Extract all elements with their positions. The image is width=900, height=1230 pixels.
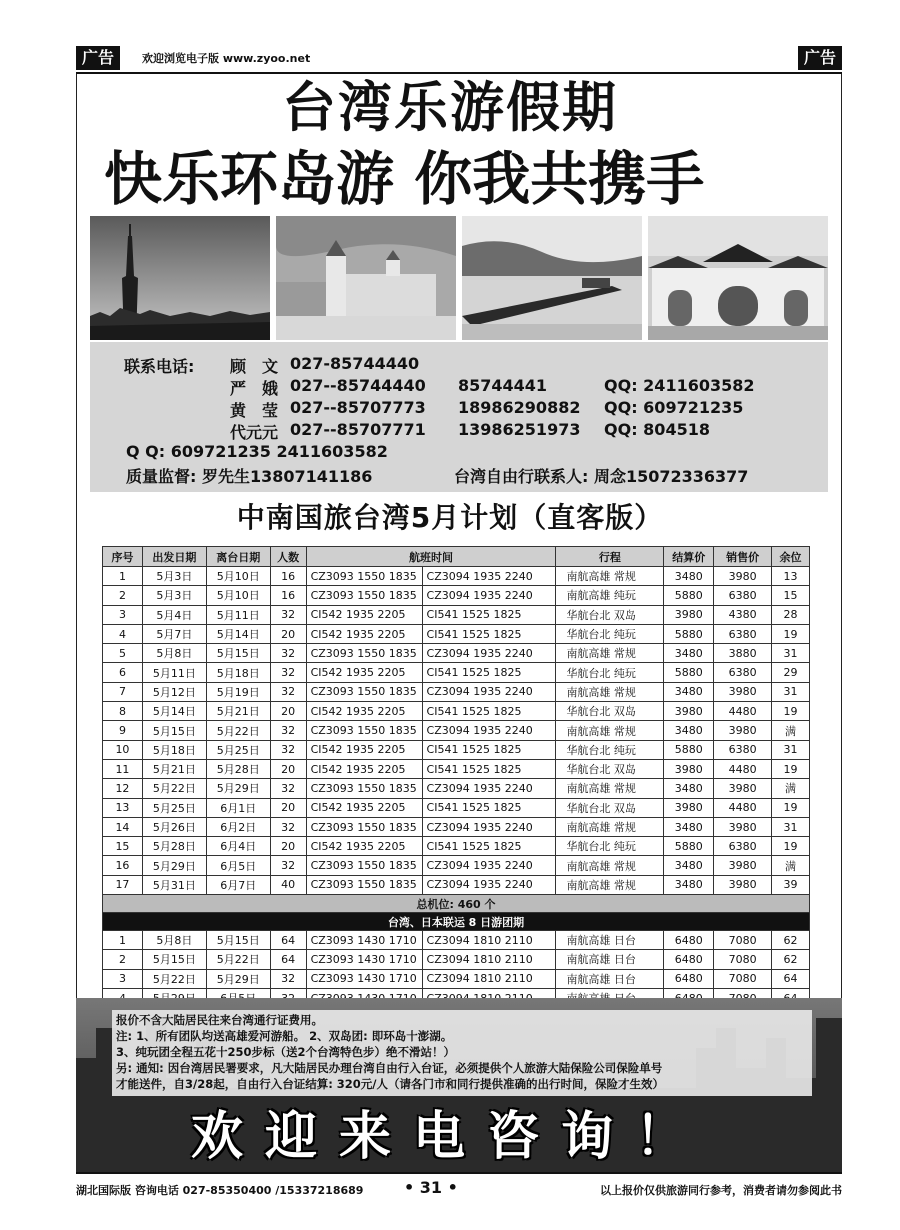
main-title: 台湾乐游假期	[282, 75, 618, 139]
table-cell: 5880	[664, 586, 714, 605]
table-cell: 29	[772, 663, 810, 682]
table-cell: 5880	[664, 624, 714, 643]
table-cell: 5月19日	[206, 682, 270, 701]
table-cell: 华航台北 纯玩	[556, 740, 664, 759]
total-seats-row	[103, 895, 810, 913]
contact-label: 联系电话:	[124, 357, 195, 376]
table-cell: 16	[270, 586, 306, 605]
table-cell: 7080	[714, 950, 772, 969]
col-header: 人数	[270, 547, 306, 567]
table-cell: 19	[772, 624, 810, 643]
table-cell: 3980	[714, 856, 772, 875]
table-cell: 华航台北 双岛	[556, 759, 664, 778]
table-cell: 2	[103, 586, 143, 605]
table-row	[103, 931, 810, 950]
table-row	[103, 969, 810, 988]
table-row	[103, 624, 810, 643]
table-cell: 南航高雄 常规	[556, 817, 664, 836]
table-cell: 5月28日	[206, 759, 270, 778]
table-cell: 5月26日	[142, 817, 206, 836]
contact-extra: 85744441	[458, 376, 548, 395]
photo-taipei-101	[90, 216, 270, 340]
table-cell: 5月18日	[142, 740, 206, 759]
table-cell: CZ3094 1810 2110	[422, 931, 556, 950]
table-cell: 6380	[714, 740, 772, 759]
ad-tag-right: 广告	[798, 46, 842, 70]
contact-tel: 027--85744440	[290, 376, 426, 395]
table-cell: 1	[103, 931, 143, 950]
table-cell: CZ3094 1810 2110	[422, 969, 556, 988]
col-header: 出发日期	[142, 547, 206, 567]
table-cell: 5月8日	[142, 644, 206, 663]
table-cell: 南航高雄 日台	[556, 950, 664, 969]
table-cell: 64	[270, 931, 306, 950]
footer-right: 以上报价仅供旅游同行参考，消费者请勿参阅此书	[600, 1184, 842, 1197]
table-cell: CZ3094 1935 2240	[422, 721, 556, 740]
table-cell: 62	[772, 931, 810, 950]
table-cell: 2	[103, 950, 143, 969]
table-cell: 3980	[664, 605, 714, 624]
table-cell: 19	[772, 798, 810, 817]
table-cell: 10	[103, 740, 143, 759]
table-cell: CI542 1935 2205	[306, 798, 422, 817]
table-cell: 5月22日	[142, 779, 206, 798]
table-cell: 5月21日	[142, 759, 206, 778]
note-line: 报价不含大陆居民往来台湾通行证费用。	[116, 1013, 323, 1027]
table-row	[103, 779, 810, 798]
table-cell: 3480	[664, 875, 714, 894]
table-cell: 6380	[714, 837, 772, 856]
table-cell: CZ3093 1550 1835	[306, 644, 422, 663]
contact-qq: QQ: 609721235	[604, 398, 744, 417]
table-cell: CZ3094 1935 2240	[422, 779, 556, 798]
table-cell: CZ3094 1935 2240	[422, 856, 556, 875]
table-cell: 5月25日	[206, 740, 270, 759]
table-cell: CZ3094 1935 2240	[422, 682, 556, 701]
table-cell: 7080	[714, 969, 772, 988]
table-cell: 3880	[714, 644, 772, 663]
table-cell: 5月3日	[142, 586, 206, 605]
table-cell: 5月12日	[142, 682, 206, 701]
col-header: 行程	[556, 547, 664, 567]
page-number: • 31 •	[404, 1178, 458, 1197]
col-header: 序号	[103, 547, 143, 567]
table-cell: 华航台北 双岛	[556, 798, 664, 817]
table-cell: 5月3日	[142, 567, 206, 586]
table-row	[103, 644, 810, 663]
table-cell: CZ3094 1810 2110	[422, 950, 556, 969]
table-cell: 4480	[714, 798, 772, 817]
table-cell: 3980	[664, 798, 714, 817]
table-cell: 4480	[714, 702, 772, 721]
schedule-table	[102, 546, 810, 1008]
table-cell: 华航台北 纯玩	[556, 663, 664, 682]
table-cell: CZ3094 1935 2240	[422, 875, 556, 894]
table-cell: 南航高雄 常规	[556, 682, 664, 701]
table-row	[103, 702, 810, 721]
contact-extra: 18986290882	[458, 398, 581, 417]
table-cell: 32	[270, 740, 306, 759]
table-row	[103, 856, 810, 875]
table-cell: 5月29日	[206, 779, 270, 798]
table-cell: 8	[103, 702, 143, 721]
table-cell: 16	[270, 567, 306, 586]
table-cell: 5月22日	[206, 721, 270, 740]
table-cell: 南航高雄 常规	[556, 779, 664, 798]
table-cell: 3980	[714, 817, 772, 836]
table-row	[103, 798, 810, 817]
table-cell: CZ3094 1935 2240	[422, 817, 556, 836]
table-cell: CZ3094 1935 2240	[422, 586, 556, 605]
table-cell: 7080	[714, 931, 772, 950]
table-cell: 64	[772, 969, 810, 988]
table-cell: 5月29日	[206, 969, 270, 988]
table-header-row	[103, 547, 810, 567]
plan-title: 中南国旅台湾5月计划（直客版）	[236, 501, 664, 534]
table-cell: 5月31日	[142, 875, 206, 894]
table-cell: 5月14日	[142, 702, 206, 721]
table-row	[103, 663, 810, 682]
ad-tag-left: 广告	[76, 46, 120, 70]
table-cell: 19	[772, 759, 810, 778]
table-cell: 31	[772, 682, 810, 701]
table-cell: CI541 1525 1825	[422, 605, 556, 624]
table-cell: CI542 1935 2205	[306, 605, 422, 624]
table-cell: 20	[270, 759, 306, 778]
table-cell: 南航高雄 常规	[556, 856, 664, 875]
table-cell: 3980	[714, 567, 772, 586]
table-cell: 3980	[714, 875, 772, 894]
table-cell: 32	[270, 779, 306, 798]
table-cell: 9	[103, 721, 143, 740]
table-cell: 32	[270, 817, 306, 836]
table-cell: 31	[772, 817, 810, 836]
table-cell: 3480	[664, 721, 714, 740]
table-cell: 5月21日	[206, 702, 270, 721]
contact-name: 顾 文	[230, 357, 279, 376]
table-cell: 3980	[714, 682, 772, 701]
table-cell: CI542 1935 2205	[306, 663, 422, 682]
table-cell: CZ3093 1550 1835	[306, 567, 422, 586]
table-row	[103, 567, 810, 586]
table-cell: 6月4日	[206, 837, 270, 856]
table-cell: CI542 1935 2205	[306, 740, 422, 759]
table-cell: CZ3093 1550 1835	[306, 586, 422, 605]
table-cell: CI541 1525 1825	[422, 740, 556, 759]
table-cell: 19	[772, 837, 810, 856]
contact-name: 严 娥	[230, 379, 279, 398]
table-cell: 32	[270, 969, 306, 988]
table-cell: 5月15日	[206, 644, 270, 663]
table-cell: CZ3094 1935 2240	[422, 644, 556, 663]
table-cell: 32	[270, 856, 306, 875]
table-cell: 5880	[664, 740, 714, 759]
table-cell: 20	[270, 702, 306, 721]
table-cell: 满	[772, 856, 810, 875]
table-cell: 31	[772, 644, 810, 663]
contact-tel: 027--85707771	[290, 420, 426, 439]
photo-harbor-castle	[276, 216, 456, 340]
table-cell: 3480	[664, 856, 714, 875]
table-row	[103, 817, 810, 836]
table-cell: 14	[103, 817, 143, 836]
quality-supervisor: 质量监督: 罗先生13807141186	[126, 467, 373, 486]
table-cell: 5月28日	[142, 837, 206, 856]
table-cell: 华航台北 双岛	[556, 605, 664, 624]
note-line: 另: 通知: 因台湾居民署要求，凡大陆居民办理台湾自由行入台证，必须提供个人旅游大陆保险公司保险单号	[116, 1061, 663, 1075]
table-cell: 19	[772, 702, 810, 721]
table-cell: 5月22日	[206, 950, 270, 969]
photo-strip	[90, 216, 828, 340]
table-cell: 13	[772, 567, 810, 586]
note-line: 3、纯玩团全程五花十250步标（送2个台湾特色步）绝不滑站！）	[116, 1045, 456, 1059]
contact-name: 代元元	[230, 423, 279, 442]
contact-qq: QQ: 804518	[604, 420, 710, 439]
table-cell: 南航高雄 常规	[556, 875, 664, 894]
table-cell: 南航高雄 日台	[556, 931, 664, 950]
qq-line: Q Q: 609721235 2411603582	[126, 442, 388, 461]
table-cell: 5月10日	[206, 567, 270, 586]
table-cell: 4480	[714, 759, 772, 778]
table-row	[103, 721, 810, 740]
table-cell: 32	[270, 682, 306, 701]
table-cell: 15	[103, 837, 143, 856]
table-row	[103, 837, 810, 856]
table-cell: CI541 1525 1825	[422, 624, 556, 643]
table-cell: 39	[772, 875, 810, 894]
contact-tel: 027--85707773	[290, 398, 426, 417]
photo-memorial-gate	[648, 216, 828, 340]
contact-box	[90, 342, 828, 492]
table-cell: 5	[103, 644, 143, 663]
table-cell: 3980	[714, 721, 772, 740]
total-seats: 总机位: 460 个	[103, 895, 810, 913]
table-cell: 40	[270, 875, 306, 894]
table-cell: CI542 1935 2205	[306, 759, 422, 778]
table-cell: 满	[772, 721, 810, 740]
table-row	[103, 586, 810, 605]
table-cell: 7	[103, 682, 143, 701]
table-cell: 6月1日	[206, 798, 270, 817]
contact-tel: 027-85744440	[290, 354, 420, 373]
col-header: 结算价	[664, 547, 714, 567]
table-cell: 62	[772, 950, 810, 969]
table-cell: 28	[772, 605, 810, 624]
welcome-slogan: 欢迎来电咨询！	[190, 1106, 709, 1167]
table-cell: CI541 1525 1825	[422, 837, 556, 856]
table-cell: 13	[103, 798, 143, 817]
table-cell: CI541 1525 1825	[422, 702, 556, 721]
table-cell: 3480	[664, 644, 714, 663]
table-cell: 20	[270, 837, 306, 856]
table-row	[103, 740, 810, 759]
table-row	[103, 682, 810, 701]
table-cell: CZ3093 1430 1710	[306, 950, 422, 969]
table-cell: CI541 1525 1825	[422, 663, 556, 682]
table-cell: 6	[103, 663, 143, 682]
col-header: 余位	[772, 547, 810, 567]
table-cell: 11	[103, 759, 143, 778]
photo-lakeside-pier	[462, 216, 642, 340]
table-cell: 5月15日	[142, 721, 206, 740]
footer-left: 湖北国际版 咨询电话 027-85350400 /15337218689	[76, 1184, 364, 1197]
table-cell: 华航台北 纯玩	[556, 624, 664, 643]
table-cell: 1	[103, 567, 143, 586]
table-cell: CZ3093 1430 1710	[306, 931, 422, 950]
table-cell: 6月2日	[206, 817, 270, 836]
table-cell: 16	[103, 856, 143, 875]
table-cell: 64	[270, 950, 306, 969]
table-cell: 6380	[714, 624, 772, 643]
col-header: 销售价	[714, 547, 772, 567]
table-cell: 南航高雄 纯玩	[556, 586, 664, 605]
table-cell: 3980	[664, 702, 714, 721]
table-cell: 3	[103, 969, 143, 988]
section-title: 台湾、日本联运 8 日游团期	[103, 913, 810, 931]
table-cell: 32	[270, 663, 306, 682]
footer-rule	[76, 1172, 842, 1174]
table-cell: 32	[270, 721, 306, 740]
table-cell: 满	[772, 779, 810, 798]
table-cell: 5月8日	[142, 931, 206, 950]
table-cell: 6月7日	[206, 875, 270, 894]
table-cell: 15	[772, 586, 810, 605]
table-cell: 3480	[664, 567, 714, 586]
table-cell: 32	[270, 644, 306, 663]
table-cell: CZ3093 1430 1710	[306, 969, 422, 988]
table-cell: 5月29日	[142, 856, 206, 875]
table-cell: CI542 1935 2205	[306, 837, 422, 856]
col-header: 航班时间	[306, 547, 556, 567]
table-cell: CI542 1935 2205	[306, 624, 422, 643]
table-cell: 3	[103, 605, 143, 624]
table-cell: 华航台北 纯玩	[556, 837, 664, 856]
table-cell: 南航高雄 常规	[556, 567, 664, 586]
table-cell: 20	[270, 624, 306, 643]
table-cell: 6380	[714, 586, 772, 605]
table-cell: 5月7日	[142, 624, 206, 643]
table-cell: 6480	[664, 950, 714, 969]
table-cell: 5月10日	[206, 586, 270, 605]
table-cell: 5月4日	[142, 605, 206, 624]
table-row	[103, 875, 810, 894]
table-cell: 12	[103, 779, 143, 798]
table-cell: CZ3093 1550 1835	[306, 682, 422, 701]
table-cell: 6月5日	[206, 856, 270, 875]
table-cell: 5月11日	[142, 663, 206, 682]
table-row	[103, 950, 810, 969]
table-cell: 17	[103, 875, 143, 894]
table-cell: CI541 1525 1825	[422, 759, 556, 778]
table-cell: 华航台北 双岛	[556, 702, 664, 721]
table-cell: CZ3093 1550 1835	[306, 875, 422, 894]
contact-qq: QQ: 2411603582	[604, 376, 755, 395]
table-cell: 3480	[664, 779, 714, 798]
section-header-row	[103, 913, 810, 931]
table-cell: CZ3093 1550 1835	[306, 817, 422, 836]
table-cell: 5月14日	[206, 624, 270, 643]
col-header: 离台日期	[206, 547, 270, 567]
table-cell: 4380	[714, 605, 772, 624]
table-cell: 31	[772, 740, 810, 759]
table-cell: 5月15日	[206, 931, 270, 950]
table-cell: 4	[103, 624, 143, 643]
table-cell: 6480	[664, 969, 714, 988]
table-cell: 5月25日	[142, 798, 206, 817]
table-cell: 3980	[714, 779, 772, 798]
table-cell: 5月18日	[206, 663, 270, 682]
table-cell: 32	[270, 605, 306, 624]
table-cell: 5880	[664, 663, 714, 682]
free-travel-contact: 台湾自由行联系人: 周念15072336377	[454, 467, 749, 486]
table-cell: CI541 1525 1825	[422, 798, 556, 817]
table-cell: 6480	[664, 931, 714, 950]
table-cell: CZ3093 1550 1835	[306, 721, 422, 740]
table-cell: 5月15日	[142, 950, 206, 969]
table-cell: 5880	[664, 837, 714, 856]
notes-box	[112, 1010, 812, 1096]
table-cell: 20	[270, 798, 306, 817]
table-cell: 6380	[714, 663, 772, 682]
table-cell: CZ3093 1550 1835	[306, 856, 422, 875]
table-cell: 5月22日	[142, 969, 206, 988]
contact-extra: 13986251973	[458, 420, 581, 439]
table-cell: CZ3093 1550 1835	[306, 779, 422, 798]
table-cell: 5月11日	[206, 605, 270, 624]
site-url: 欢迎浏览电子版 www.zyoo.net	[142, 52, 311, 65]
sub-title: 快乐环岛游 你我共携手	[104, 145, 705, 213]
table-cell: CI542 1935 2205	[306, 702, 422, 721]
table-row	[103, 759, 810, 778]
table-cell: CZ3094 1935 2240	[422, 567, 556, 586]
table-cell: 3480	[664, 682, 714, 701]
table-cell: 3480	[664, 817, 714, 836]
note-line: 才能送件，自3/28起，自由行入台证结算: 320元/人（请各门市和同行提供准确的出行时间，保险才生效）	[116, 1077, 665, 1091]
contact-name: 黄 莹	[230, 401, 279, 420]
table-cell: 南航高雄 日台	[556, 969, 664, 988]
table-cell: 南航高雄 常规	[556, 644, 664, 663]
table-cell: 南航高雄 常规	[556, 721, 664, 740]
table-row	[103, 605, 810, 624]
note-line: 注: 1、所有团队均送高雄爱河游船。 2、双岛团: 即环岛十澎湖。	[116, 1029, 453, 1043]
table-cell: 3980	[664, 759, 714, 778]
